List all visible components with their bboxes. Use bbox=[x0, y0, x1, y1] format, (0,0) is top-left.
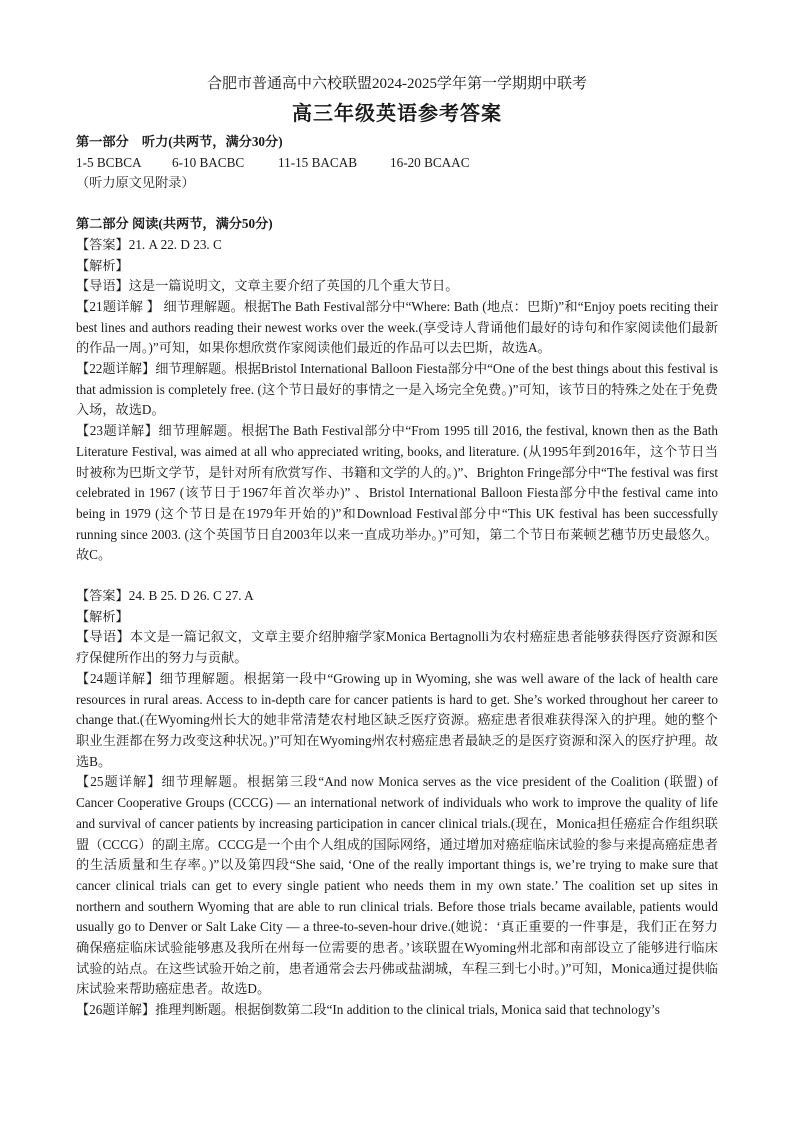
passage-b-answer: 【答案】24. B 25. D 26. C 27. A bbox=[76, 588, 254, 604]
part1-heading: 第一部分 听力(共两节，满分30分) bbox=[76, 134, 283, 149]
q22-explanation: 【22题详解】细节理解题。根据Bristol International Balloon Fiesta部分中“One of the best things about this festival is that admission is completely free. (这个节日最好的事情之一是入场完全免费。)”可知，该节日的特殊之处在于免费入场，故选D。 bbox=[76, 361, 718, 418]
listening-answers bbox=[76, 153, 718, 174]
q25-explanation: 【25题详解】细节理解题。根据第三段“And now Monica serves as the vice president of the Coalition (联盟) of Cancer Cooperative Groups (CCCG) — an international network of individuals who work to improve the quality of life and survival of cancer patients by increasing participation in cancer clinical trials.(现在，Monica担任癌症合作组织联盟（CCCG）的副主席。CCCG是一个由个人组成的国际网络，通过增加对癌症临床试验的参与来提高癌症患者的生活质量和生存率。)”以及第四段“She said, ‘One of the really important things is, we’re trying to make sure that cancer clinical trials can get to every single patient who needs them in my own state.’ The coalition set up sites in northern and southern Wyoming that are able to run clinical trials. Before those trials became available, patients would usually go to Denver or Salt Lake City — a three-to-seven-hour drive.(她说：‘真正重要的一件事是，我们正在努力确保癌症临床试验能够惠及我所在州每一位需要的患者。’该联盟在Wyoming州北部和南部设立了能够进行临床试验的站点。在这些试验开始之前，患者通常会去丹佛或盐湖城，车程三到七小时。)”可知，Monica通过提供临床试验来帮助癌症患者。故选D。 bbox=[76, 774, 718, 997]
q23-explanation: 【23题详解】细节理解题。根据The Bath Festival部分中“From 1995 till 2016, the festival, known then as the Bath Literature Festival, was aimed at all who appreciated writing, books, and literature. (从1995年到2016年，这个节日当时被称为巴斯文学节，是针对所有欣赏写作、书籍和文学的人的。)”、Brighton Fringe部分中“The festival was first celebrated in 1967 (该节日于1967年首次举办)” 、Bristol International Balloon Fiesta部分中the festival came into being in 1979 (这个节日是在1979年开始的)”和Download Festival部分中“This UK festival has been successfully running since 2003. (这个英国节日自2003年以来一直成功举办。)”可知，第二个节日布莱顿艺穗节历史最悠久。故C。 bbox=[76, 423, 718, 563]
listening-note: （听力原文见附录） bbox=[76, 175, 195, 191]
q26-explanation: 【26题详解】推理判断题。根据倒数第二段“In addition to the clinical trials, Monica said that technology’s bbox=[76, 1002, 660, 1018]
answer-group: 16-20 BCAAC bbox=[390, 154, 470, 170]
part2-heading: 第二部分 阅读(共两节，满分50分) bbox=[76, 216, 273, 232]
answer-document bbox=[76, 72, 718, 1021]
passage-a-answer: 【答案】21. A 22. D 23. C bbox=[76, 236, 222, 252]
answer-group: 1-5 BCBCA bbox=[76, 154, 142, 170]
answer-group: 11-15 BACAB bbox=[278, 154, 358, 170]
document-title-line1: 合肥市普通高中六校联盟2024-2025学年第一学期期中联考 bbox=[207, 76, 587, 92]
document-title-line2: 高三年级英语参考答案 bbox=[292, 103, 502, 125]
passage-b-analysis-label: 【解析】 bbox=[76, 608, 129, 624]
passage-a-analysis-label: 【解析】 bbox=[76, 257, 129, 273]
q24-explanation: 【24题详解】细节理解题。根据第一段中“Growing up in Wyoming, she was well aware of the lack of health care resources in rural areas. Access to in-depth care for cancer patients is hard to get. She’s worked throughout her career to change that.(在Wyoming州长大的她非常清楚农村地区缺乏医疗资源。癌症患者很难获得深入的护理。她的整个职业生涯都在努力改变这种状况。)”可知在Wyoming州农村癌症患者最缺乏的是医疗资源和深入的医疗护理。故选B。 bbox=[76, 670, 718, 769]
q21-explanation: 【21题详解 】 细节理解题。根据The Bath Festival部分中“Where: Bath (地点：巴斯)”和“Enjoy poets reciting their best lines and authors reading their newest works over the week.(享受诗人背诵他们最好的诗句和作家阅读他们最新的作品一周。)”可知，如果你想欣赏作家阅读他们最近的作品可以去巴斯，故选A。 bbox=[76, 298, 718, 356]
passage-a-guide: 【导语】这是一篇说明文，文章主要介绍了英国的几个重大节日。 bbox=[76, 278, 459, 294]
passage-b-guide: 【导语】本文是一篇记叙文，文章主要介绍肿瘤学家Monica Bertagnolli为农村癌症患者能够获得医疗资源和医疗保健所作出的努力与贡献。 bbox=[76, 629, 718, 666]
answer-group: 6-10 BACBC bbox=[172, 154, 245, 170]
